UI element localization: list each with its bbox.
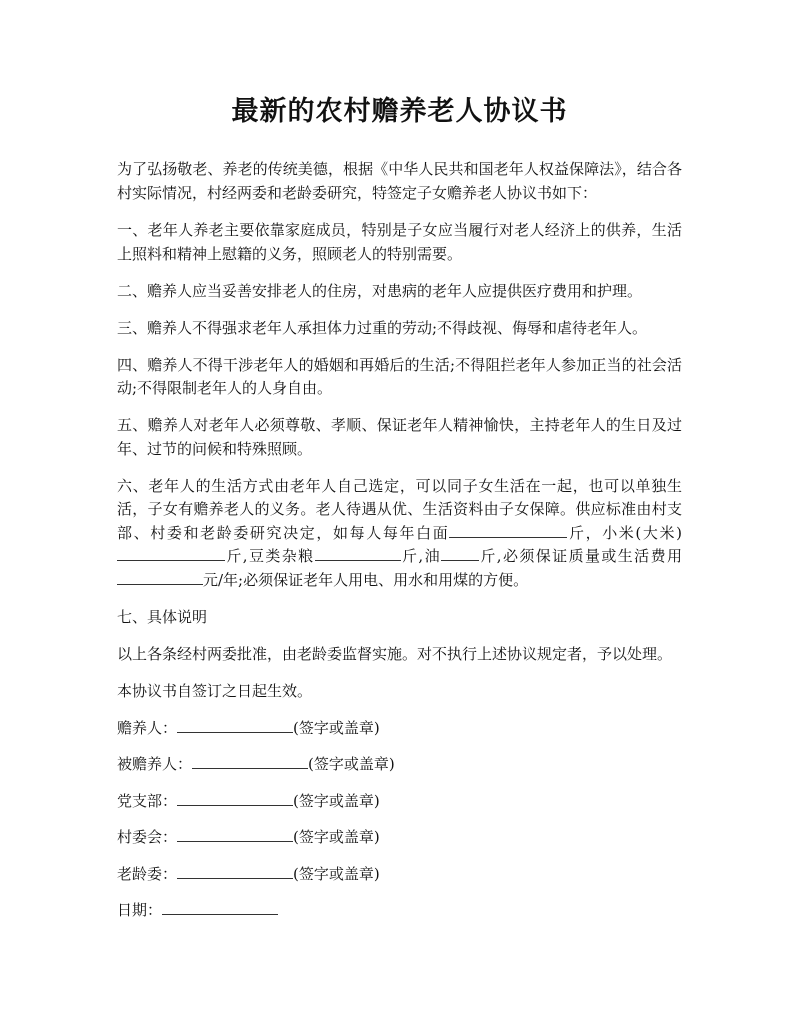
clause-2: 二、赡养人应当妥善安排老人的住房，对患病的老年人应提供医疗费用和护理。 [117,281,643,300]
rice-amount-blank[interactable] [117,545,225,561]
oil-amount-blank[interactable] [441,545,479,561]
signature-suffix: (签字或盖章) [293,828,380,846]
clause-6-text-6: 元/年;必须保证老年人用电、用水和用煤的方便。 [203,570,529,589]
living-expense-blank[interactable] [117,569,203,585]
date-label: 日期： [117,901,163,919]
clause-6-text-3: 斤,豆类杂粮 [225,547,315,565]
signature-label: 赡养人： [117,718,178,737]
document-page [117,92,682,936]
document-title: 最新的农村赡养老人协议书 [231,96,568,127]
signature-label: 党支部： [117,791,178,810]
approval-paragraph: 以上各条经村两委批准，由老龄委监督实施。对不执行上述协议规定者，予以处理。 [117,644,673,663]
signature-party-branch [117,790,682,813]
signature-suffix: (签字或盖章) [293,864,380,883]
effective-statement: 本协议书自签订之日起生效。 [117,681,313,700]
signature-elderly-committee [117,863,682,886]
clause-6-text-2: 斤，小米(大米) [567,523,682,542]
signature-label: 老龄委： [117,864,178,883]
clause-4: 四、赡养人不得干涉老年人的婚姻和再婚后的生活;不得阻拦老年人参加正当的社会活动;不得限制老年人的人身自由。 [117,355,682,397]
date-blank[interactable] [162,899,278,915]
signature-blank[interactable] [177,717,293,733]
grain-amount-blank[interactable] [315,545,401,561]
signature-blank[interactable] [177,790,293,806]
clause-7: 七、具体说明 [117,607,208,626]
signature-label: 村委会： [117,828,178,846]
signature-label: 被赡养人： [117,755,193,773]
signature-village-committee [117,826,682,849]
signature-blank[interactable] [177,863,293,879]
signature-suffix: (签字或盖章) [308,755,395,773]
signature-blank[interactable] [177,826,293,842]
signature-supported [117,753,682,776]
clause-3: 三、赡养人不得强求老年人承担体力过重的劳动;不得歧视、侮辱和虐待老年人。 [117,318,648,337]
clause-6 [117,475,682,593]
signature-suffix: (签字或盖章) [293,718,380,737]
clause-5: 五、赡养人对老年人必须尊敬、孝顺、保证老年人精神愉快，主持老年人的生日及过年、过节的问候和特殊照顾。 [117,416,682,458]
clause-6-text-1: 六、老年人的生活方式由老年人自己选定，可以同子女生活在一起，也可以单独生活，子女有赡养老人的义务。老人待遇从优、生活资料由子女保障。供应标准由村支部、村委和老龄委研究决定，如每人每年白面 [117,476,682,542]
signature-blank[interactable] [192,753,308,769]
date-row [117,899,682,922]
signature-suffix: (签字或盖章) [293,791,380,810]
clause-6-text-5: 斤,必须保证质量或生活费用 [478,547,682,565]
clause-1: 一、老年人养老主要依靠家庭成员，特别是子女应当履行对老人经济上的供养，生活上照料和精神上慰籍的义务，照顾老人的特别需要。 [117,221,682,263]
clause-6-text-4: 斤,油 [400,547,441,565]
flour-amount-blank[interactable] [449,522,567,538]
signature-supporter [117,717,682,740]
intro-paragraph: 为了弘扬敬老、养老的传统美德，根据《中华人民共和国老年人权益保障法》，结合各村实际情况，村经两委和老龄委研究，特签定子女赡养老人协议书如下： [117,160,682,202]
